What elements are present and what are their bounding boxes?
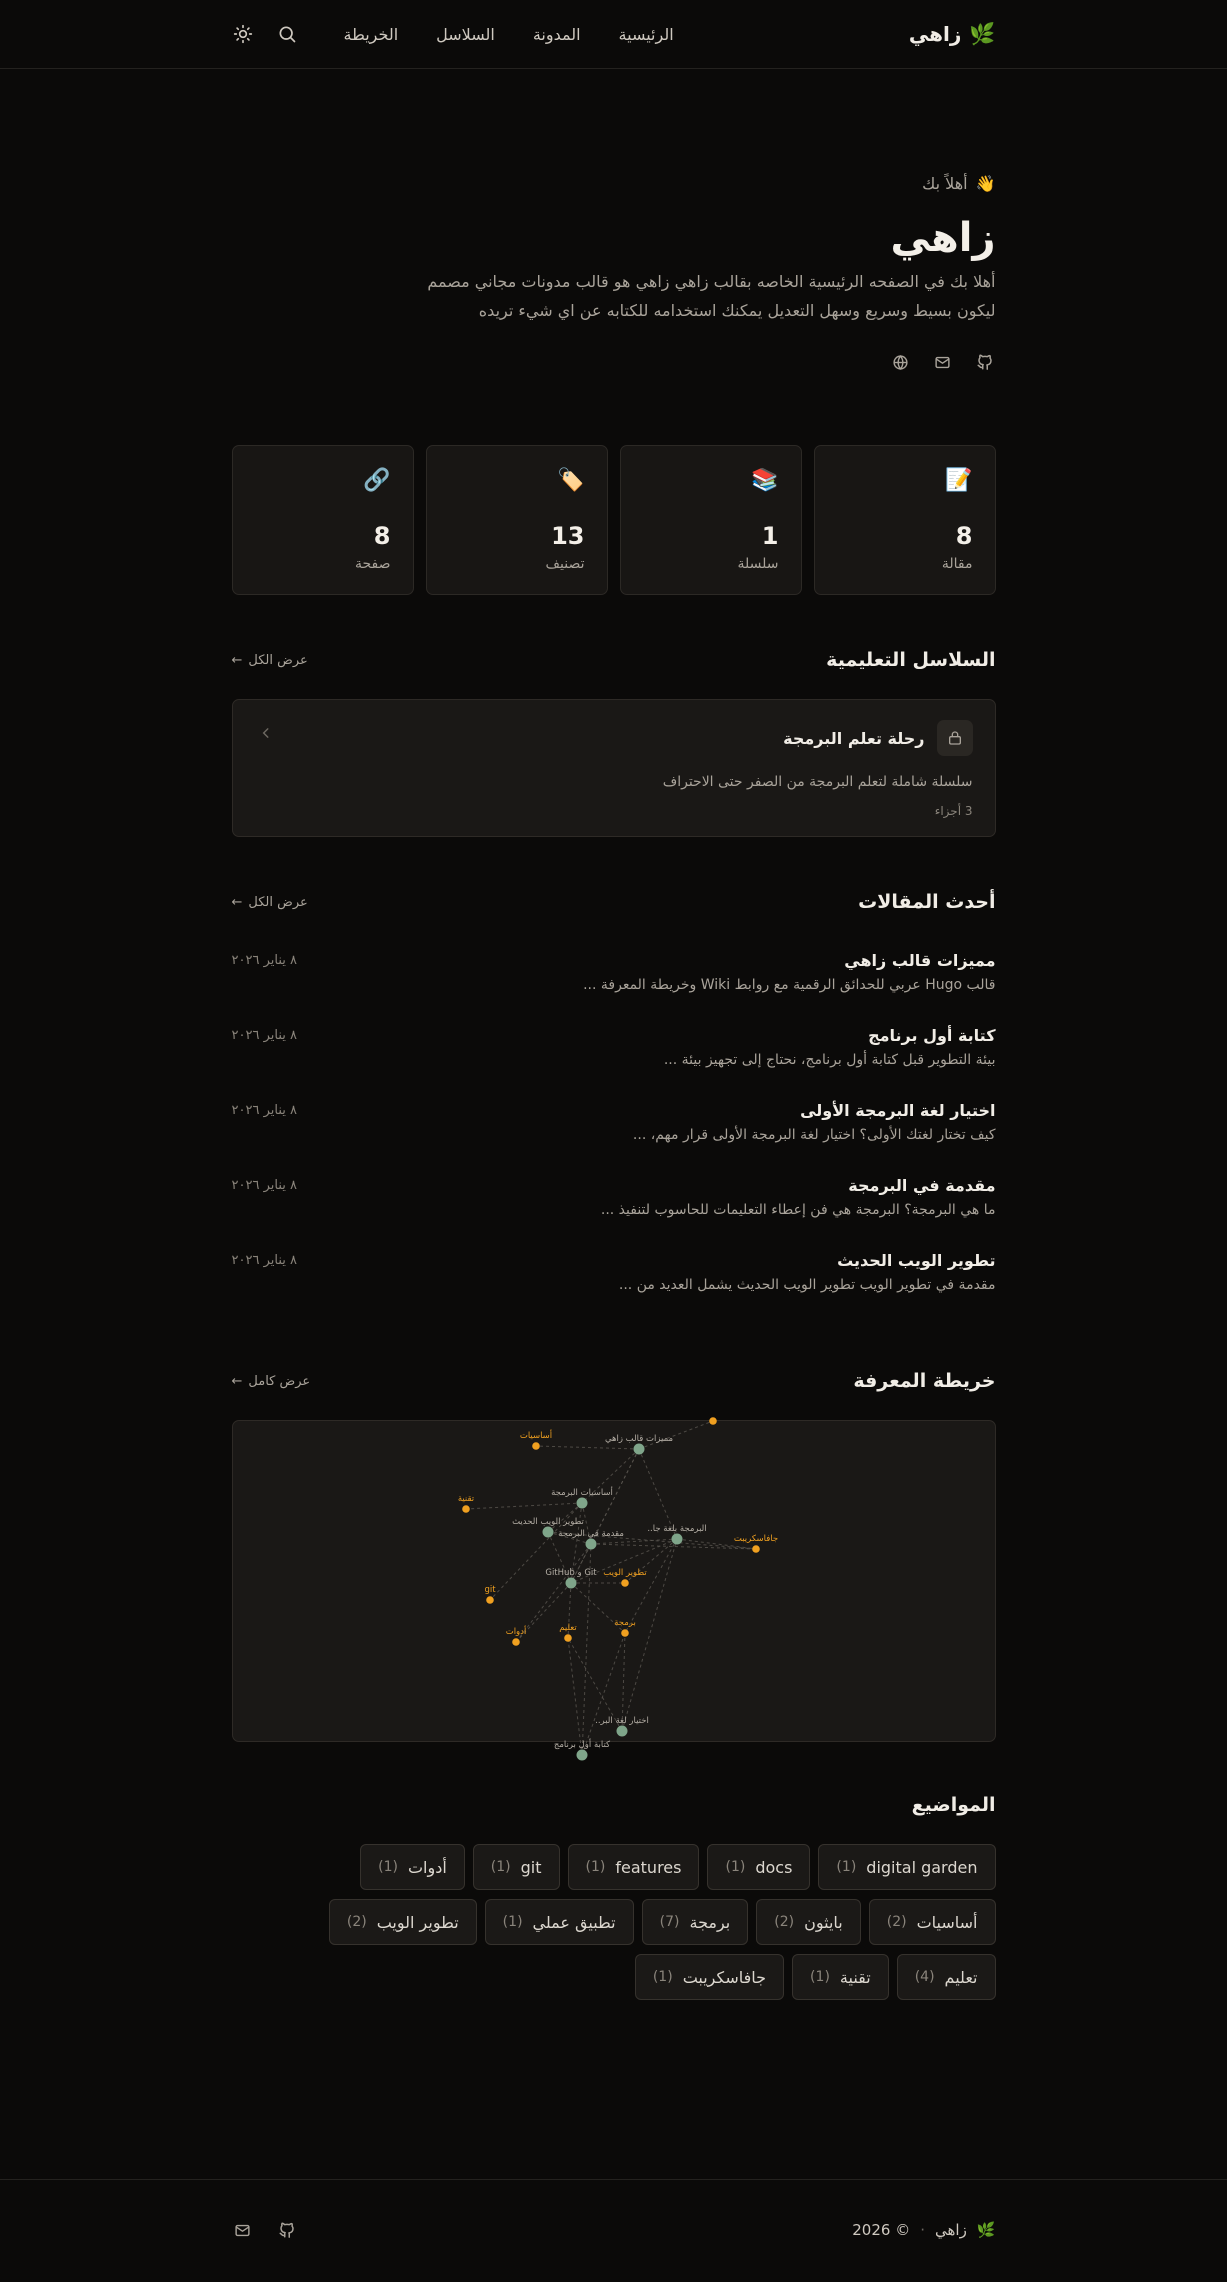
graph-node-label: كتابة أول برنامج — [553, 1740, 610, 1750]
knowledge-graph-canvas[interactable] — [233, 1421, 997, 1750]
footer-brand — [852, 2221, 995, 2239]
main-nav — [232, 23, 674, 45]
stat-label: سلسلة — [737, 556, 779, 572]
graph-node-dot[interactable] — [752, 1545, 760, 1553]
footer-name: زاهي — [934, 2221, 967, 2239]
graph-node-label: تطوير الويب الحديث — [511, 1517, 584, 1527]
topic-tag[interactable] — [792, 1954, 889, 2000]
leaf-icon: 🌿 — [976, 2221, 996, 2239]
graph-node-dot[interactable] — [565, 1578, 576, 1589]
graph-node-dot[interactable] — [542, 1527, 553, 1538]
series-view-all-link[interactable] — [232, 653, 308, 668]
stat-card-series[interactable] — [620, 445, 802, 595]
topic-tag[interactable] — [485, 1899, 634, 1945]
graph-edge — [571, 1449, 639, 1583]
stat-label: مقالة — [941, 556, 973, 572]
books-icon: 📚 — [751, 468, 779, 493]
graph-node-tag[interactable] — [614, 1618, 636, 1637]
graph-node-label: مقدمة في البرمجة — [557, 1529, 624, 1539]
topic-tag-count: (1) — [490, 1859, 511, 1875]
view-all-label: عرض الكل — [248, 652, 308, 668]
graph-view-full-link[interactable] — [232, 1374, 311, 1389]
graph-node-page[interactable] — [604, 1434, 672, 1455]
graph-node-page[interactable] — [558, 1529, 624, 1550]
graph-node-page[interactable] — [553, 1738, 610, 1761]
post-date: ٨ يناير ٢٠٢٦ — [231, 1103, 297, 1118]
post-date: ٨ يناير ٢٠٢٦ — [231, 1178, 297, 1193]
stats-section — [232, 445, 996, 595]
graph-node-label: أدوات — [505, 1627, 526, 1637]
graph-node-page[interactable] — [551, 1486, 613, 1509]
post-item[interactable] — [232, 1251, 996, 1326]
topics-section-title: المواضيع — [911, 1794, 996, 1816]
topic-tag-count: (2) — [886, 1914, 907, 1930]
series-card[interactable] — [232, 699, 996, 837]
site-footer — [0, 2179, 1227, 2282]
graph-node-label: تطوير الويب — [602, 1568, 647, 1578]
nav-series[interactable]: السلاسل — [436, 24, 495, 44]
graph-node-tag[interactable] — [505, 1625, 526, 1646]
graph-node-label: تعليم — [558, 1623, 577, 1633]
topic-tag-name: git — [520, 1857, 542, 1877]
graph-node-dot[interactable] — [512, 1638, 520, 1646]
topic-tag-count: (1) — [652, 1969, 673, 1985]
label-tag-icon: 🏷️ — [557, 468, 585, 493]
leaf-icon: 🌿 — [969, 21, 996, 46]
mail-icon[interactable] — [932, 351, 954, 373]
graph-node-label: مميزات قالب زاهي — [604, 1434, 673, 1444]
series-parts: 3 أجزاء — [934, 804, 973, 818]
stat-label: تصنيف — [545, 556, 585, 572]
post-title[interactable]: كتابة أول برنامج — [868, 1026, 996, 1045]
hero-description: أهلا بك في الصفحه الرئيسية الخاصه بقالب زاهي زاهي هو قالب مدونات مجاني مصمم ليكون بسيط وسريع وسهل التعديل يمكنك استخدامه للكتابه عن اي شيء تريده — [427, 272, 996, 320]
topic-tag[interactable] — [642, 1899, 749, 1945]
github-icon[interactable] — [276, 2219, 298, 2241]
topic-tag-count: (1) — [502, 1914, 523, 1930]
graph-edge — [582, 1633, 625, 1755]
nav-blog[interactable]: المدونة — [532, 24, 581, 44]
topic-tag-name: تطوير الويب — [376, 1912, 459, 1932]
posts-view-all-link[interactable] — [232, 895, 308, 910]
graph-node-tag[interactable] — [709, 1417, 717, 1425]
greeting-text: أهلاً بك — [922, 174, 968, 193]
tag-list — [232, 1844, 996, 2000]
topic-tag-count: (2) — [774, 1914, 795, 1930]
topic-tag-name: برمجة — [689, 1912, 731, 1932]
topic-tag[interactable] — [473, 1844, 560, 1890]
topic-tag-name: تقنية — [839, 1967, 871, 1987]
separator-dot: · — [920, 2221, 925, 2239]
graph-node-label: أساسيات — [519, 1431, 552, 1441]
graph-node-label: git — [483, 1585, 496, 1595]
site-header — [0, 0, 1227, 69]
topic-tag-count: (2) — [346, 1914, 367, 1930]
graph-node-tag[interactable] — [733, 1534, 777, 1553]
nav-home[interactable]: الرئيسية — [618, 24, 674, 44]
post-date: ٨ يناير ٢٠٢٦ — [231, 1253, 297, 1268]
graph-node-label: البرمجة بلغة جا.. — [646, 1524, 707, 1534]
topic-tag-name: features — [615, 1857, 682, 1877]
greeting — [232, 174, 996, 193]
knowledge-graph[interactable] — [232, 1420, 996, 1750]
post-summary: ما هي البرمجة؟ البرمجة هي فن إعطاء التعليمات للحاسوب لتنفيذ ... — [600, 1202, 996, 1218]
topic-tag-name: تعليم — [944, 1967, 978, 1987]
topic-tag-name: بايثون — [804, 1912, 843, 1932]
graph-node-label: أساسيات البرمجة — [550, 1488, 613, 1498]
post-summary: مقدمة في تطوير الويب تطوير الويب الحديث يشمل العديد من ... — [618, 1277, 996, 1293]
topic-tag[interactable] — [329, 1899, 477, 1945]
hero-section — [232, 69, 996, 373]
graph-node-dot[interactable] — [532, 1442, 540, 1450]
view-all-label: عرض الكل — [248, 894, 308, 910]
social-links — [232, 351, 996, 373]
post-item[interactable] — [232, 951, 996, 1026]
topic-tag[interactable] — [635, 1954, 784, 2000]
series-section-title: السلاسل التعليمية — [826, 649, 996, 671]
search-icon[interactable] — [276, 23, 298, 45]
view-all-label: عرض كامل — [248, 1373, 311, 1389]
graph-node-dot[interactable] — [671, 1534, 682, 1545]
site-name: زاهي — [908, 22, 962, 46]
graph-section-title: خريطة المعرفة — [853, 1370, 996, 1392]
graph-edge — [568, 1638, 582, 1755]
series-title: رحلة تعلم البرمجة — [783, 728, 925, 748]
topic-tag-count: (1) — [378, 1859, 398, 1875]
graph-node-dot[interactable] — [486, 1596, 494, 1604]
nav-map[interactable]: الخريطة — [343, 24, 399, 44]
post-date: ٨ يناير ٢٠٢٦ — [231, 1028, 297, 1043]
memo-icon: 📝 — [945, 468, 973, 493]
graph-node-tag[interactable] — [457, 1494, 474, 1513]
topic-tag-name: تطبيق عملي — [532, 1912, 616, 1932]
waving-hand-icon: 👋 — [975, 174, 996, 193]
graph-node-dot[interactable] — [564, 1634, 572, 1642]
stat-card-categories[interactable] — [426, 445, 608, 595]
mail-icon[interactable] — [232, 2219, 254, 2241]
arrow-left-icon: ← — [231, 1373, 243, 1389]
graph-node-tag[interactable] — [559, 1623, 577, 1642]
topic-tag[interactable] — [360, 1844, 465, 1890]
topic-tag-count: (1) — [836, 1859, 857, 1875]
post-summary: كيف تختار لغتك الأولى؟ اختيار لغة البرمجة الأولى قرار مهم، ... — [632, 1127, 996, 1143]
site-brand[interactable] — [909, 22, 996, 47]
post-summary: بيئة التطوير قبل كتابة أول برنامج، نحتاج إلى تجهيز بيئة ... — [663, 1052, 996, 1068]
posts-section-title: أحدث المقالات — [858, 891, 996, 913]
post-item[interactable] — [232, 1101, 996, 1176]
graph-node-dot[interactable] — [621, 1629, 629, 1637]
graph-node-dot[interactable] — [576, 1750, 587, 1761]
topic-tag[interactable] — [818, 1844, 995, 1890]
post-item[interactable] — [232, 1026, 996, 1101]
topic-tag-name: docs — [755, 1857, 793, 1877]
footer-copyright: © 2026 — [852, 2221, 911, 2239]
globe-icon[interactable] — [890, 351, 912, 373]
graph-node-label: برمجة — [613, 1618, 636, 1628]
topic-tag-name: جافاسكريبت — [682, 1967, 767, 1987]
stat-card-posts[interactable] — [814, 445, 996, 595]
stat-value: 8 — [373, 522, 391, 550]
graph-node-dot[interactable] — [621, 1579, 629, 1587]
post-title[interactable]: تطوير الويب الحديث — [837, 1251, 996, 1270]
topic-tag[interactable] — [707, 1844, 810, 1890]
lock-icon — [937, 720, 973, 756]
stat-card-pages[interactable] — [232, 445, 414, 595]
graph-node-page[interactable] — [595, 1716, 649, 1737]
post-date: ٨ يناير ٢٠٢٦ — [231, 953, 297, 968]
post-title[interactable]: مميزات قالب زاهي — [844, 951, 996, 970]
graph-node-dot[interactable] — [462, 1505, 470, 1513]
graph-node-dot[interactable] — [576, 1498, 587, 1509]
graph-node-tag[interactable] — [484, 1585, 496, 1604]
chevron-left-icon — [259, 724, 273, 745]
topic-tag[interactable] — [756, 1899, 860, 1945]
topic-tag[interactable] — [568, 1844, 700, 1890]
stat-value: 13 — [551, 522, 585, 550]
graph-node-tag[interactable] — [603, 1568, 647, 1587]
graph-node-dot[interactable] — [633, 1444, 644, 1455]
series-description: سلسلة شاملة لتعلم البرمجة من الصفر حتى الاحتراف — [662, 774, 973, 790]
link-icon: 🔗 — [363, 468, 391, 493]
topic-tag-count: (4) — [914, 1969, 935, 1985]
graph-node-label: جافاسكريبت — [733, 1534, 778, 1544]
topic-tag-count: (7) — [659, 1914, 680, 1930]
stat-label: صفحة — [354, 556, 391, 572]
sun-icon[interactable] — [232, 23, 254, 45]
topic-tag-name: digital garden — [866, 1857, 978, 1877]
topics-section — [232, 1794, 996, 2000]
graph-node-label: اختيار لغة البر.. — [594, 1716, 649, 1726]
post-title[interactable]: مقدمة في البرمجة — [848, 1176, 996, 1195]
topic-tag-count: (1) — [585, 1859, 606, 1875]
github-icon[interactable] — [974, 351, 996, 373]
post-item[interactable] — [232, 1176, 996, 1251]
topic-tag[interactable] — [869, 1899, 996, 1945]
stat-value: 8 — [955, 522, 973, 550]
graph-node-dot[interactable] — [709, 1417, 717, 1425]
topic-tag-count: (1) — [725, 1859, 746, 1875]
post-list — [232, 951, 996, 1326]
graph-edge — [466, 1503, 582, 1509]
graph-edge — [536, 1446, 639, 1449]
arrow-left-icon: ← — [231, 894, 243, 910]
post-summary: قالب Hugo عربي للحدائق الرقمية مع روابط Wiki وخريطة المعرفة ... — [583, 977, 996, 993]
graph-node-label: Git و GitHub — [544, 1568, 597, 1578]
topic-tag[interactable] — [897, 1954, 996, 2000]
stat-value: 1 — [761, 522, 779, 550]
posts-section — [232, 891, 996, 1326]
footer-social-links — [232, 2219, 298, 2241]
hero-title: زاهي — [890, 215, 996, 261]
topic-tag-name: أدوات — [407, 1857, 447, 1877]
graph-section — [231, 1370, 996, 1750]
arrow-left-icon: ← — [231, 652, 243, 668]
series-section — [232, 649, 996, 837]
graph-node-label: تقنية — [457, 1494, 474, 1504]
topic-tag-name: أساسيات — [916, 1912, 978, 1932]
graph-node-dot[interactable] — [616, 1726, 627, 1737]
post-title[interactable]: اختيار لغة البرمجة الأولى — [800, 1101, 996, 1120]
topic-tag-count: (1) — [810, 1969, 830, 1985]
graph-node-dot[interactable] — [585, 1539, 596, 1550]
graph-edge — [516, 1544, 591, 1642]
